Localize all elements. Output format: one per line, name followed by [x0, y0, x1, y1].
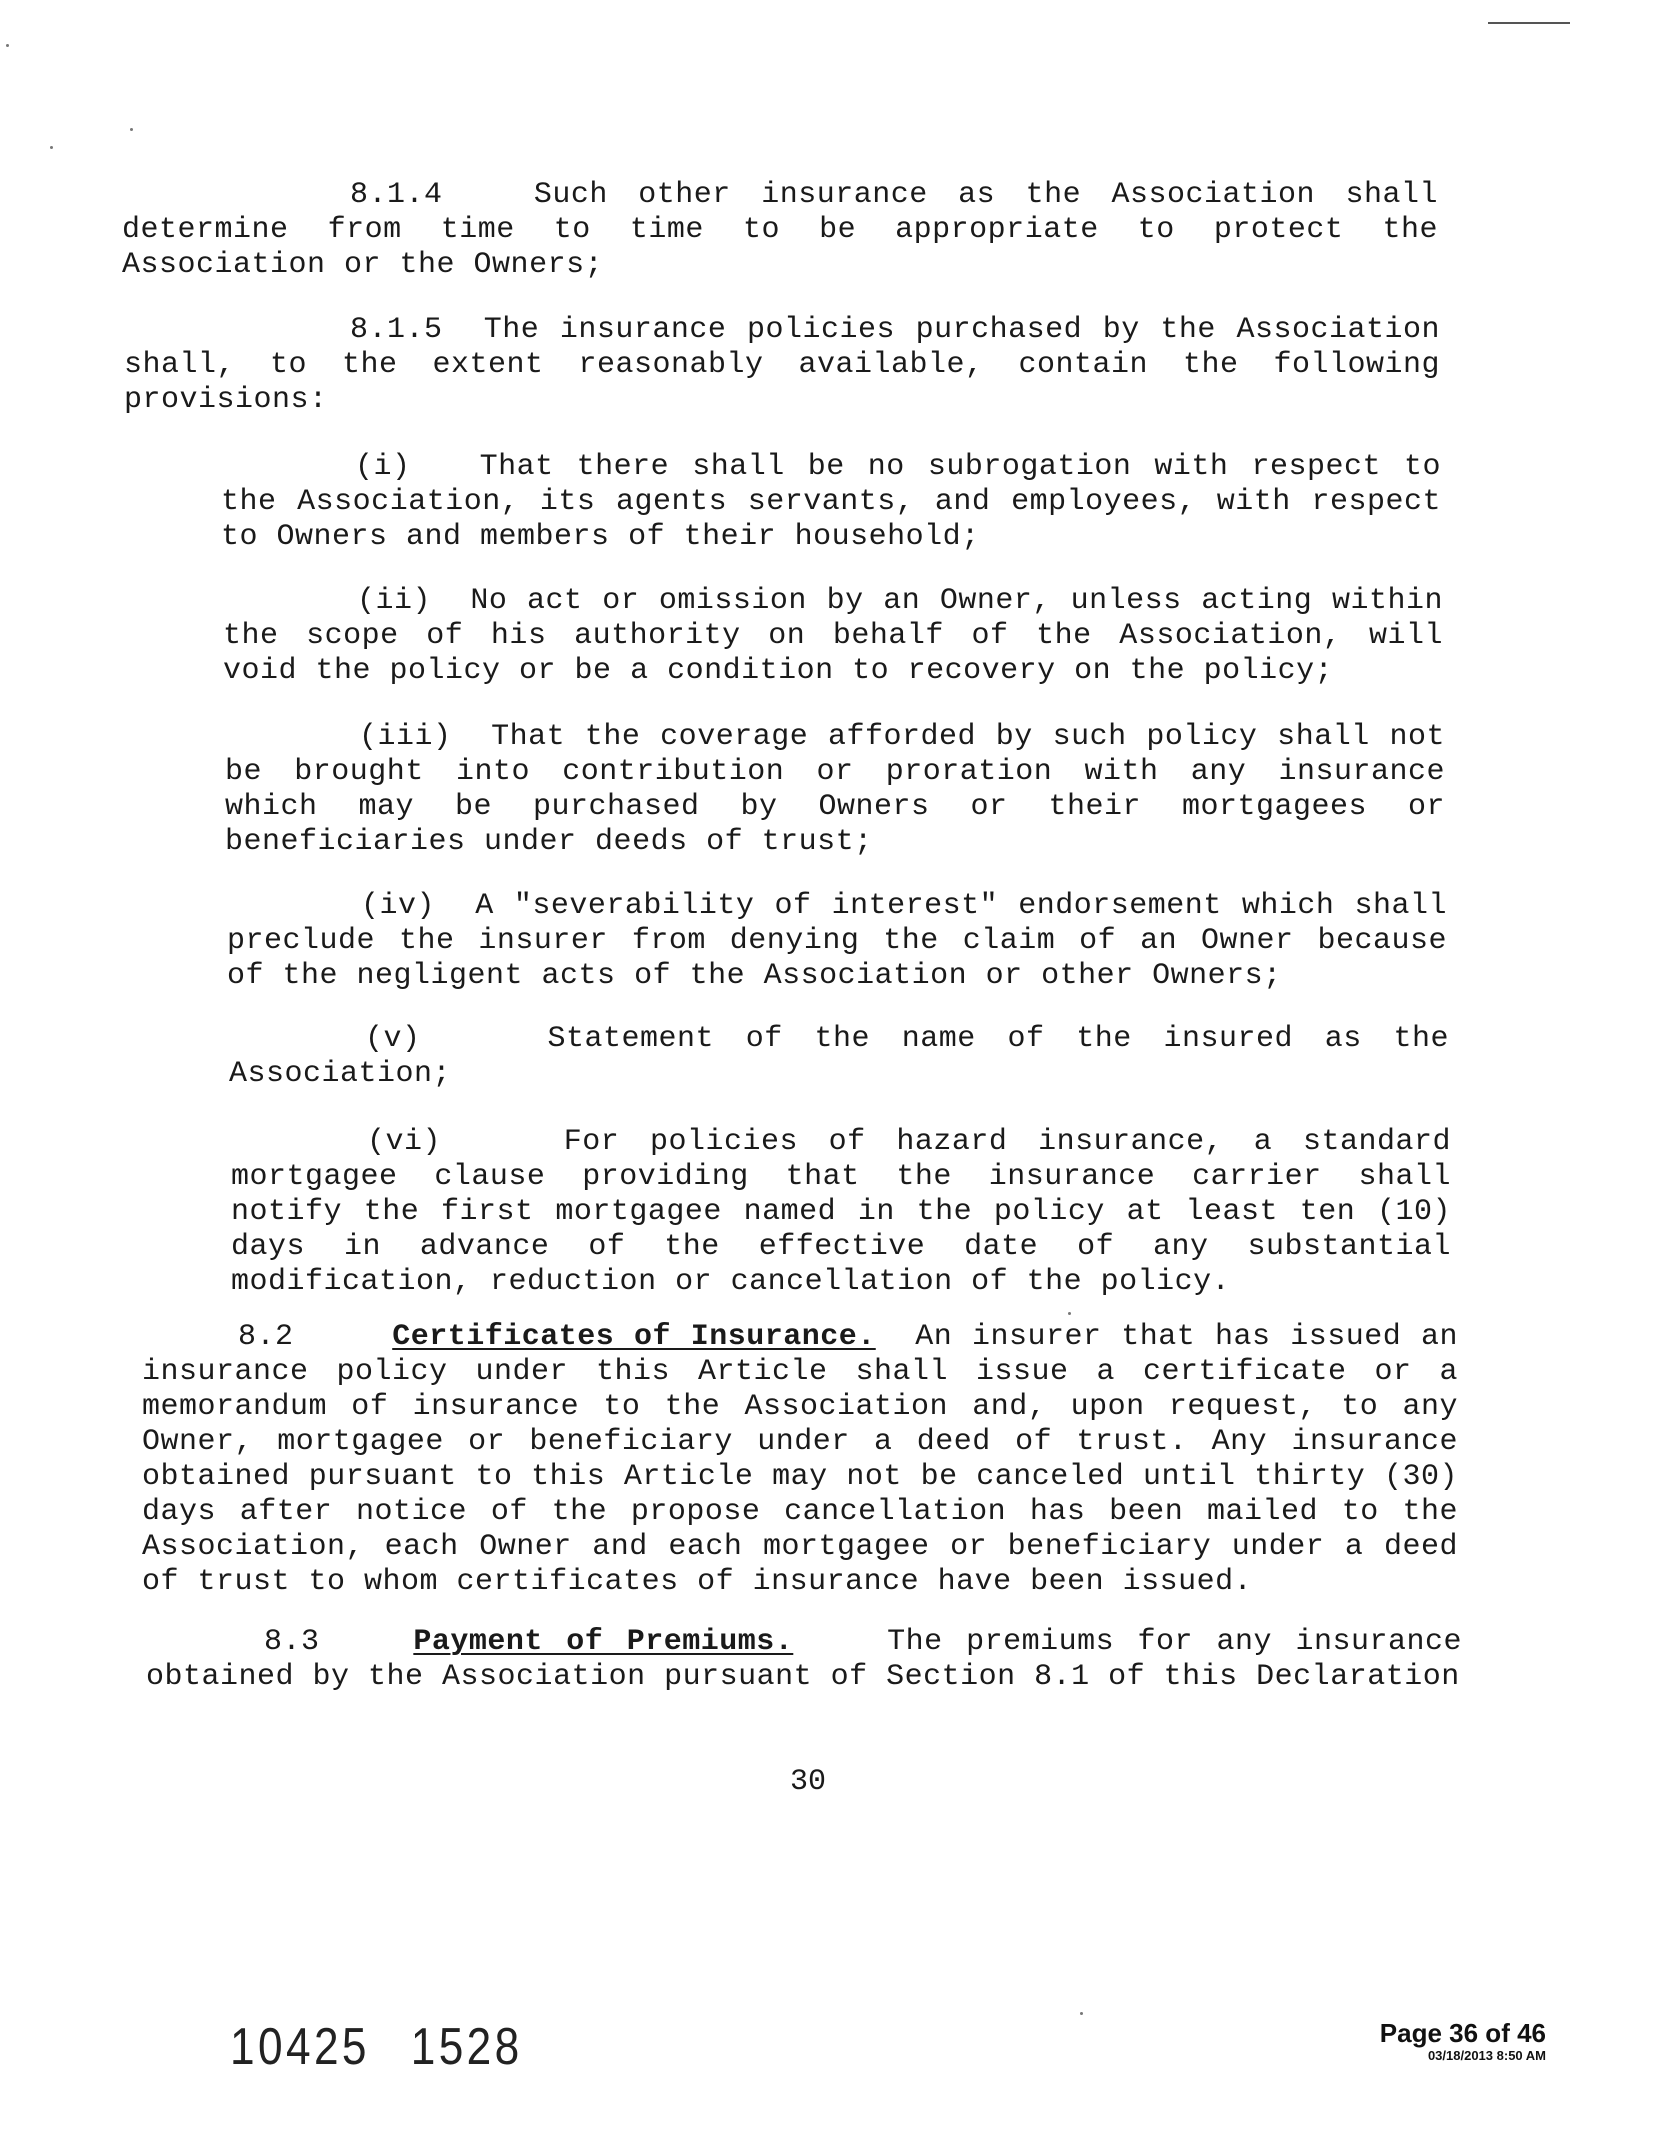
section-heading: Certificates of Insurance.	[392, 1320, 876, 1354]
section-heading: Payment of Premiums.	[413, 1625, 794, 1659]
provision-text: A "severability of interest" endorsement which shall preclude the insurer from denying the claim of an Owner because of the negligent acts of the Association or other Owners;	[227, 889, 1447, 993]
provision-v	[229, 1022, 1449, 1092]
timestamp: 03/18/2013 8:50 AM	[1427, 2048, 1546, 2063]
provision-iv	[227, 889, 1447, 994]
provision-text: Statement of the name of the insured as the Association;	[229, 1022, 1449, 1091]
provision-number: (vi)	[367, 1125, 442, 1159]
section-number: 8.3	[264, 1625, 320, 1659]
book-page-number: 1528	[410, 2018, 523, 2076]
provision-ii	[223, 584, 1443, 689]
provision-text: For policies of hazard insurance, a standard mortgagee clause providing that the insurance carrier shall notify the first mortgagee named in the policy at least ten (10) days in advance of the effective date of any substantial modification, reduction or cancellation of the policy.	[231, 1125, 1451, 1299]
page-counter-label: Page 36 of 46	[1379, 2018, 1546, 2048]
book-number: 10425	[230, 2018, 370, 2076]
provision-vi	[231, 1125, 1451, 1300]
section-number: 8.1.4	[350, 178, 443, 212]
provision-number: (iv)	[361, 889, 436, 923]
section-text: An insurer that has issued an insurance policy under this Article shall issue a certificate or a memorandum of insurance to the Association and, upon request, to any Owner, mortgagee or beneficiary under a deed of trust. Any insurance obtained pursuant to this Article may not be canceled until thirty (30) days after notice of the propose cancellation has been mailed to the Association, each Owner and each mortgagee or beneficiary under a deed of trust to whom certificates of insurance have been issued.	[142, 1320, 1458, 1599]
provision-number: (i)	[355, 450, 411, 484]
section-text: The premiums for any insurance obtained by the Association pursuant of Section 8.1 of this Declaration	[146, 1625, 1462, 1694]
scan-speck	[130, 128, 133, 131]
provision-i	[221, 450, 1441, 555]
scan-speck	[50, 146, 53, 149]
provision-number: (iii)	[359, 720, 452, 754]
provision-text: That the coverage afforded by such policy shall not be brought into contribution or proration with any insurance which may be purchased by Owners or their mortgagees or beneficiaries under deeds of trust;	[225, 720, 1445, 859]
section-8-2	[142, 1320, 1458, 1600]
provision-iii	[225, 720, 1445, 860]
top-edge-mark	[1488, 22, 1570, 24]
provision-number: (ii)	[357, 584, 432, 618]
scan-speck	[6, 44, 9, 47]
section-text: The insurance policies purchased by the Association shall, to the extent reasonably available, contain the following provisions:	[124, 313, 1440, 417]
section-text: Such other insurance as the Association shall determine from time to time to be appropriate to protect the Association or the Owners;	[122, 178, 1438, 282]
section-8-3	[146, 1625, 1462, 1695]
scan-speck	[1080, 2012, 1083, 2015]
recording-stamp	[230, 2018, 563, 2076]
section-8-1-4	[122, 178, 1438, 283]
section-number: 8.1.5	[350, 313, 443, 347]
page-counter	[1380, 2018, 1546, 2064]
scan-speck	[1068, 1312, 1071, 1315]
provision-text: No act or omission by an Owner, unless acting within the scope of his authority on behalf of the Association, will void the policy or be a condition to recovery on the policy;	[223, 584, 1443, 688]
page-number: 30	[790, 1765, 827, 1799]
provision-text: That there shall be no subrogation with respect to the Association, its agents servants, and employees, with respect to Owners and members of their household;	[221, 450, 1441, 554]
provision-number: (v)	[365, 1022, 421, 1056]
section-number: 8.2	[238, 1320, 294, 1354]
section-8-1-5	[124, 313, 1440, 418]
